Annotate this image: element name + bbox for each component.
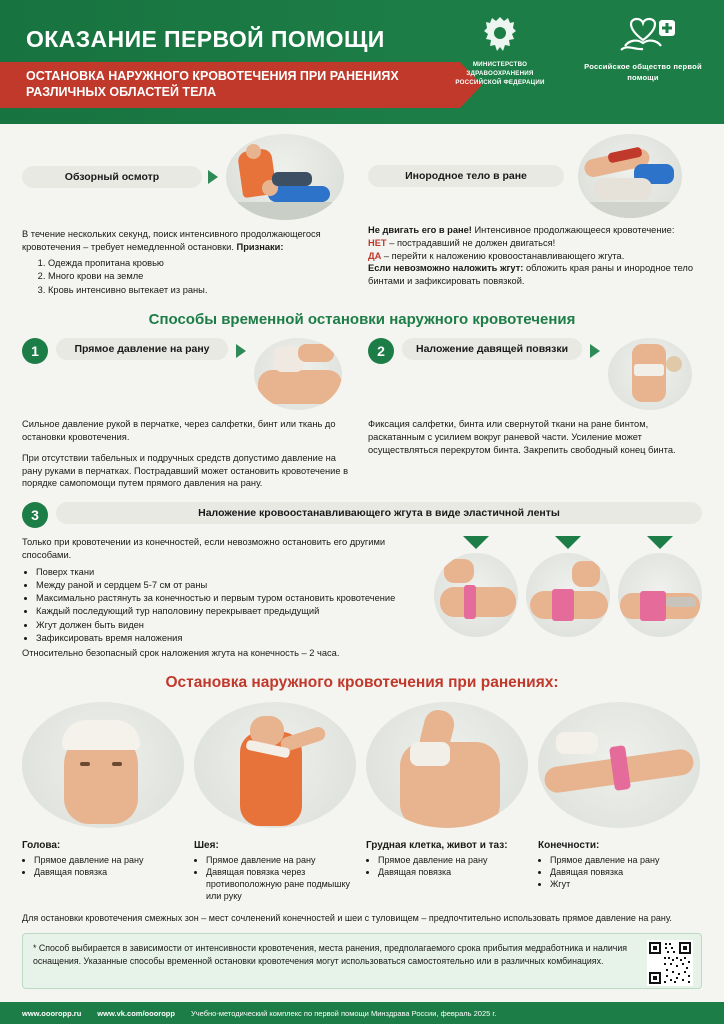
region-limbs (538, 834, 700, 903)
overview-exam-title: Обзорный осмотр (22, 166, 202, 188)
foreign-body-warning-text: Интенсивное продолжающееся кровотечение: (471, 225, 675, 235)
region-chest (366, 834, 528, 903)
step-2-title: Наложение давящей повязки (402, 338, 582, 360)
step-3-body (22, 536, 702, 660)
list-item: • Прямое давление на рану (206, 854, 356, 866)
society-logo (580, 14, 706, 83)
list-item: • Прямое давление на рану (550, 854, 700, 866)
list-item: • Поверх ткани (36, 566, 402, 579)
step-2-text: Фиксация салфетки, бинта или свернутой ткани на ране бинтом, раскатанным с усилием вокруг раневой части. Усиление может осуществляться перекрутом бинта. Закрепить свободный конец бинта. (368, 419, 676, 455)
arrow-right-icon (208, 170, 218, 184)
list-item: • Каждый последующий тур наполовину перекрывает предыдущий (36, 605, 402, 618)
region-chest-heading: Грудная клетка, живот и таз: (366, 839, 508, 851)
list-item: • Жгут должен быть виден (36, 619, 402, 632)
foreign-body-no-text: – пострадавший не должен двигаться! (386, 237, 556, 248)
step-2-photo (608, 338, 692, 410)
step-1-number: 1 (22, 338, 48, 364)
footer-site-link[interactable]: www.oooropp.ru (22, 1008, 82, 1018)
region-head (22, 834, 184, 903)
region-neck-photo (194, 702, 356, 828)
step-3-photo-2-wrap (526, 536, 610, 637)
step-3-photo-1 (434, 553, 518, 637)
list-item: • Прямое давление на рану (34, 854, 184, 866)
heart-hand-icon (580, 14, 706, 58)
arrow-down-icon (647, 536, 673, 549)
region-limbs-list (538, 854, 700, 890)
regions-section-heading: Остановка наружного кровотечения при ранениях: (165, 673, 559, 691)
overview-exam-signs-list (22, 257, 352, 297)
list-item: • Давящая повязка через противоположную ране подмышку или руку (206, 866, 356, 902)
footer-vk-link[interactable]: www.vk.com/oooropp (97, 1008, 175, 1018)
region-chest-list (366, 854, 528, 878)
list-item: • Давящая повязка (378, 866, 528, 878)
regions-note: Для остановки кровотечения смежных зон – мест сочленений конечностей и шеи с туловищем – предпочтительно использовать прямое давление на рану. (22, 913, 672, 924)
foreign-body-alt-label: Если невозможно наложить жгут: (368, 263, 524, 274)
region-head-heading: Голова: (22, 839, 61, 851)
step-1-photo (254, 338, 342, 410)
foreign-body-title-row (368, 134, 698, 218)
region-chest-photo (366, 702, 528, 828)
overview-exam-photo (226, 134, 344, 220)
society-logo-caption: Российское общество первой помощи (584, 62, 702, 82)
foreign-body-warning-label: Не двигать его в ране! (368, 225, 472, 235)
list-item: • Зафиксировать время наложения (36, 632, 402, 645)
logo-group (446, 14, 706, 88)
list-item: • Прямое давление на рану (378, 854, 528, 866)
step-3-photo-3 (618, 553, 702, 637)
arrow-down-icon (463, 536, 489, 549)
step-3-text-block (22, 536, 402, 660)
foreign-body-no-label: НЕТ (368, 237, 387, 248)
poster-content (0, 124, 724, 996)
region-limbs-photo (538, 702, 700, 828)
region-neck-photo-wrap (194, 702, 356, 828)
foreign-body-photo (578, 134, 682, 218)
footer-center-text: Учебно-методический комплекс по первой помощи Минздрава России, февраль 2025 г. (190, 1008, 497, 1018)
methods-section-heading: Способы временной остановки наружного кровотечения (148, 311, 576, 329)
step-2-header (368, 338, 698, 410)
foreign-body-yes-label: ДА (368, 250, 382, 261)
top-section (22, 134, 702, 297)
region-neck-heading: Шея: (194, 839, 219, 851)
ministry-logo (446, 14, 554, 88)
regions-photos (22, 702, 702, 828)
step-1 (22, 338, 352, 490)
step-3-footnote: Относительно безопасный срок наложения жгута на конечность – 2 часа. (22, 647, 340, 658)
list-item: • Жгут (550, 878, 700, 890)
region-limbs-photo-wrap (538, 702, 700, 828)
region-chest-photo-wrap (366, 702, 528, 828)
foreign-body-yes-text: – перейти к наложению кровоостанавливающего жгута. (381, 250, 625, 261)
list-item: 1. Одежда пропитана кровью (48, 257, 352, 270)
coat-of-arms-icon (446, 14, 554, 58)
step-1-text-1: Сильное давление рукой в перчатке, через салфетки, бинт или ткань до остановки кровотечения. (22, 419, 336, 442)
subtitle-banner (0, 62, 460, 108)
list-item: 3. Кровь интенсивно вытекает из раны. (48, 284, 352, 297)
step-3-number: 3 (22, 502, 48, 528)
subtitle-text: ОСТАНОВКА НАРУЖНОГО КРОВОТЕЧЕНИЯ ПРИ РАНЕНИЯХ РАЗЛИЧНЫХ ОБЛАСТЕЙ ТЕЛА (26, 69, 399, 99)
page-title: ОКАЗАНИЕ ПЕРВОЙ ПОМОЩИ (26, 26, 385, 52)
region-head-photo-wrap (22, 702, 184, 828)
foreign-body-card (368, 134, 698, 297)
arrow-down-icon (555, 536, 581, 549)
step-3-photos (418, 536, 702, 660)
region-head-list (22, 854, 184, 878)
foreign-body-title: Инородное тело в ране (368, 165, 564, 187)
step-3-photo-2 (526, 553, 610, 637)
overview-exam-signs-label: Признаки: (236, 241, 284, 252)
list-item: • Давящая повязка (550, 866, 700, 878)
foreign-body-alt-text: обложить края раны и инородное тело бинтами и зафиксировать повязкой. (368, 263, 694, 287)
region-neck-list (194, 854, 356, 903)
ministry-logo-caption: МИНИСТЕРСТВО ЗДРАВООХРАНЕНИЯ РОССИЙСКОЙ ФЕДЕРАЦИИ (455, 61, 545, 86)
step-3-bullets (22, 566, 402, 645)
region-head-photo (22, 702, 184, 828)
step-3-intro: Только при кровотечении из конечностей, если невозможно остановить его другими способами. (22, 537, 386, 561)
disclaimer-text: * Способ выбирается в зависимости от интенсивности кровотечения, места ранения, предполагаемого срока прибытия медработника и наличия оснащения. Указанные способы временной остановки кровотечения могут использоваться самостоятельно или в различных комбинациях. (33, 942, 628, 966)
list-item: • Между раной и сердцем 5-7 см от раны (36, 579, 402, 592)
step-2-number: 2 (368, 338, 394, 364)
disclaimer-box (22, 933, 702, 989)
regions-text (22, 834, 702, 903)
step-3-title: Наложение кровоостанавливающего жгута в виде эластичной ленты (56, 502, 702, 524)
arrow-right-icon (590, 344, 600, 358)
step-1-header (22, 338, 352, 410)
foreign-body-text (368, 224, 698, 288)
step-2 (368, 338, 698, 490)
arrow-right-icon (236, 344, 246, 358)
step-1-text-2: При отсутствии табельных и подручных средств допустимо давление на рану руками в перчатках. Пострадавший может остановить кровотечение в порядке самопомощи путем прямого давления на рану. (22, 452, 349, 489)
step-3-header (22, 502, 702, 528)
qr-code-icon (647, 940, 693, 986)
region-neck (194, 834, 356, 903)
list-item: • Давящая повязка (34, 866, 184, 878)
step-3-photo-3-wrap (618, 536, 702, 637)
overview-exam-paragraph: В течение нескольких секунд, поиск интенсивного продолжающегося кровотечения – требует немедленной остановки. (22, 229, 321, 252)
poster-footer (0, 1002, 724, 1024)
overview-exam-title-row (22, 134, 352, 220)
overview-exam-text (22, 228, 352, 254)
overview-exam-card (22, 134, 352, 297)
region-limbs-heading: Конечности: (538, 839, 600, 851)
step-3-photo-1-wrap (434, 536, 518, 637)
steps-1-2 (22, 338, 702, 490)
list-item: • Максимально растянуть за конечностью и первым туром остановить кровотечение (36, 592, 402, 605)
step-1-title: Прямое давление на рану (56, 338, 228, 360)
list-item: 2. Много крови на земле (48, 270, 352, 283)
poster-header (0, 0, 724, 124)
